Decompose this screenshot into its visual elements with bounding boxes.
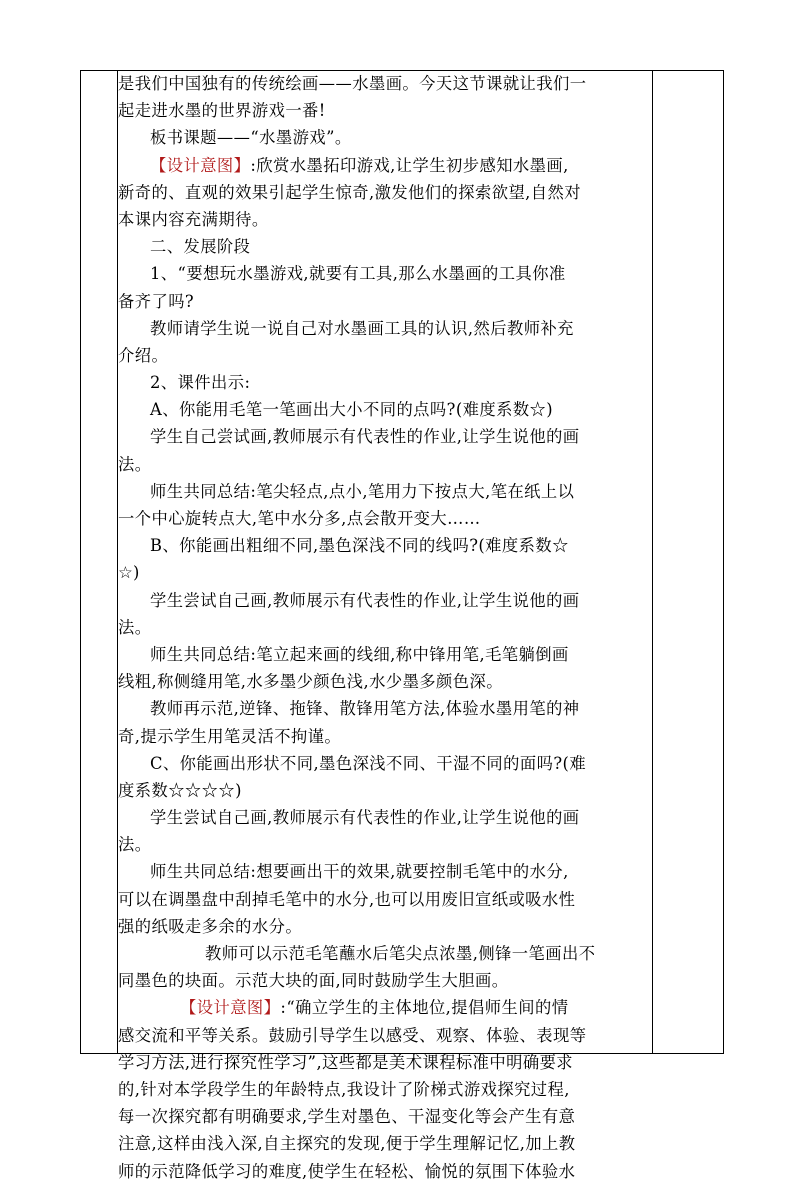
text-line: 法。	[118, 454, 152, 474]
text-line: 学生尝试自己画,教师展示有代表性的作业,让学生说他的画	[150, 808, 580, 828]
text-line: 新奇的、直观的效果引起学生惊奇,激发他们的探索欲望,自然对	[118, 182, 581, 202]
text-line: A、你能用毛笔一笔画出大小不同的点吗?(难度系数☆)	[150, 400, 554, 420]
text-line: 感交流和平等关系。鼓励引导学生以感受、观察、体验、表现等	[118, 1025, 587, 1045]
text-line: 1、“要想玩水墨游戏,就要有工具,那么水墨画的工具你准	[150, 264, 566, 284]
text-line: B、你能画出粗细不同,墨色深浅不同的线吗?(难度系数☆	[150, 536, 569, 556]
text-line: 每一次探究都有明确要求,学生对墨色、干湿变化等会产生有意	[118, 1107, 576, 1127]
text-line: 是我们中国独有的传统绘画——水墨画。今天这节课就让我们一	[118, 74, 587, 93]
text-line: 法。	[118, 835, 152, 855]
text-line: 师生共同总结:笔立起来画的线细,称中锋用笔,毛笔躺倒画	[150, 644, 569, 664]
table-right-column-divider	[652, 71, 653, 1053]
lesson-content	[118, 70, 651, 1185]
text-line: 可以在调墨盘中刮掉毛笔中的水分,也可以用废旧宣纸或吸水性	[118, 889, 576, 909]
design-intent-text: :“确立学生的主体地位,提倡师生间的情	[280, 998, 569, 1018]
text-line: ☆)	[118, 563, 140, 583]
text-line: 法。	[118, 617, 152, 637]
text-line: 师生共同总结:想要画出干的效果,就要控制毛笔中的水分,	[150, 862, 569, 882]
text-line: 教师可以示范毛笔蘸水后笔尖点浓墨,侧锋一笔画出不	[205, 944, 596, 963]
text-line: 线粗,称侧缝用笔,水多墨少颜色浅,水少墨多颜色深。	[118, 672, 503, 692]
text-line: 奇,提示学生用笔灵活不拘谨。	[118, 726, 342, 746]
text-line: 同墨色的块面。示范大块的面,同时鼓励学生大胆画。	[118, 971, 509, 991]
text-line: 一个中心旋转点大,笔中水分多,点会散开变大……	[118, 509, 481, 528]
text-line: 2、课件出示:	[150, 373, 251, 393]
text-line: 本课内容充满期待。	[118, 209, 269, 229]
text-line: 强的纸吸走多余的水分。	[118, 916, 303, 936]
text-line: 师生共同总结:笔尖轻点,点小,笔用力下按点大,笔在纸上以	[150, 481, 575, 501]
text-line: 度系数☆☆☆☆)	[118, 780, 242, 800]
section-heading: 二、发展阶段	[150, 237, 251, 257]
text-line: 教师请学生说一说自己对水墨画工具的认识,然后教师补充	[150, 318, 574, 338]
design-intent-line	[118, 994, 651, 1021]
text-line: 的,针对本学段学生的年龄特点,我设计了阶梯式游戏探究过程,	[118, 1079, 570, 1099]
text-line: 起走进水墨的世界游戏一番!	[118, 101, 326, 121]
text-line: 教师再示范,逆锋、拖锋、散锋用笔方法,体验水墨用笔的神	[150, 699, 580, 719]
text-line: C、你能画出形状不同,墨色深浅不同、干湿不同的面吗?(难	[150, 753, 587, 773]
text-line: 学生尝试自己画,教师展示有代表性的作业,让学生说他的画	[150, 590, 580, 610]
text-line: 注意,这样由浅入深,自主探究的发现,便于学生理解记忆,加上教	[118, 1134, 576, 1154]
design-intent-label: 【设计意图】	[150, 155, 251, 175]
text-line: 板书课题——“水墨游戏”。	[150, 128, 352, 148]
text-line: 介绍。	[118, 345, 169, 365]
design-intent-text: :欣赏水墨拓印游戏,让学生初步感知水墨画,	[250, 155, 569, 175]
text-line: 备齐了吗?	[118, 291, 195, 311]
text-line: 学生自己尝试画,教师展示有代表性的作业,让学生说他的画	[150, 427, 580, 447]
design-intent-label: 【设计意图】	[180, 998, 281, 1018]
text-line: 学习方法,进行探究性学习”,这些都是美术课程标准中明确要求	[118, 1052, 574, 1072]
design-intent-line	[118, 152, 651, 179]
text-line: 师的示范降低学习的难度,使学生在轻松、愉悦的氛围下体验水	[118, 1161, 576, 1181]
